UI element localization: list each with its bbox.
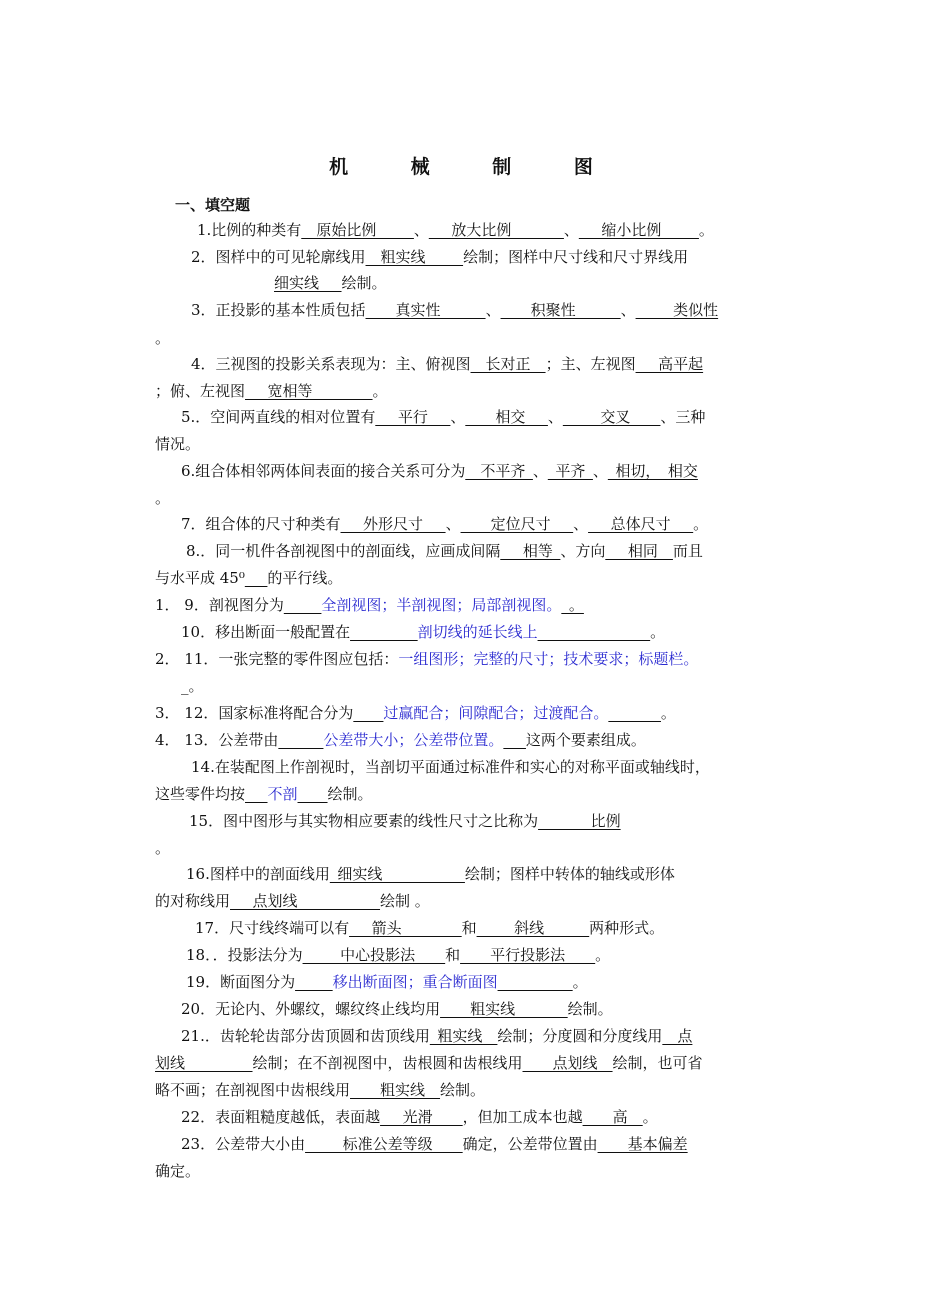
answer-text-blue: 剖切线的延长线上 <box>417 623 538 641</box>
question-line <box>155 703 676 723</box>
question-text: 绘制。 <box>567 1000 613 1018</box>
question-text: 这些零件均按 <box>155 785 246 803</box>
question-line <box>181 622 665 642</box>
question-text: ，但加工成本也越 <box>462 1108 583 1126</box>
answer-blank: ___平行___ <box>375 408 451 426</box>
answer-blank: ___总体尺寸___ <box>588 515 694 533</box>
question-text: 绘制。 <box>440 1081 486 1099</box>
answer-blank: ___ <box>245 785 268 803</box>
answer-blank: ____基本偏差 <box>597 1135 688 1153</box>
question-text: 和 <box>461 919 477 937</box>
answer-blank: ___外形尺寸___ <box>340 515 446 533</box>
answer-blank: ____定位尺寸___ <box>460 515 574 533</box>
question-line <box>186 972 588 992</box>
question-line <box>155 838 170 858</box>
question-line <box>155 595 584 615</box>
question-text: 、 <box>445 515 461 533</box>
answer-blank: ____点划线__ <box>522 1054 613 1072</box>
question-text: 绘制；图样中尺寸线和尺寸界线用 <box>463 248 689 266</box>
answer-blank: _______________ <box>537 623 651 641</box>
question-text: 这两个要素组成。 <box>525 731 646 749</box>
question-text: 。 <box>155 329 171 347</box>
answer-blank: ___放大比例_______ <box>428 221 564 239</box>
question-line <box>155 328 170 348</box>
answer-blank: ____相交___ <box>465 408 548 426</box>
question-line <box>155 1161 200 1181</box>
question-text: 、 <box>485 301 501 319</box>
question-line <box>191 354 703 374</box>
answer-text-blue: 不剖 <box>267 785 298 803</box>
question-text: 。 <box>572 973 588 991</box>
question-text: 、 <box>450 408 466 426</box>
question-line <box>191 757 710 777</box>
question-line <box>181 407 705 427</box>
question-line <box>186 864 675 884</box>
question-text: _。 <box>181 677 204 695</box>
answer-blank: __原始比例_____ <box>301 221 414 239</box>
question-line <box>155 434 200 454</box>
question-line <box>274 273 387 293</box>
question-text: 。 <box>372 382 388 400</box>
question-line <box>181 461 698 481</box>
question-text: 的对称线用 <box>155 892 231 910</box>
question-text: 4． 13．公差带由 <box>155 731 279 749</box>
answer-blank: ___宽相等________ <box>245 382 373 400</box>
answer-blank: _。 <box>561 596 584 614</box>
question-text: 10．移出断面一般配置在 <box>181 623 351 641</box>
question-line <box>155 784 373 804</box>
question-line <box>155 568 342 588</box>
question-text: 略不画；在剖视图中齿根线用 <box>155 1081 351 1099</box>
question-text: 1.比例的种类有 <box>197 221 302 239</box>
answer-blank: ___缩小比例_____ <box>578 221 699 239</box>
question-text: 、 <box>532 462 548 480</box>
answer-blank: _________ <box>350 623 418 641</box>
question-text: 。 <box>698 221 714 239</box>
question-line <box>155 649 698 669</box>
question-text: 2． 11．一张完整的零件图应包括： <box>155 650 399 668</box>
question-text: 7．组合体的尺寸种类有 <box>181 515 341 533</box>
question-text: 、 <box>547 408 563 426</box>
question-text: 绘制，也可省 <box>612 1054 703 1072</box>
answer-blank: _相切，_相交 <box>607 462 698 480</box>
question-line <box>186 541 703 561</box>
answer-blank: ___箭头________ <box>349 919 462 937</box>
question-line <box>181 1026 692 1046</box>
answer-blank: ____粗实线__ <box>350 1081 441 1099</box>
question-text: ；主、左视图 <box>545 355 636 373</box>
answer-blank: __粗实线_____ <box>365 248 464 266</box>
answer-blank: __点 <box>662 1027 693 1045</box>
answer-blank: _____中心投影法____ <box>302 946 446 964</box>
answer-blank: _____ <box>295 973 333 991</box>
question-text: 、方向 <box>560 542 606 560</box>
question-text: 与水平成 45⁰ <box>155 569 245 587</box>
question-text: 。 <box>693 515 709 533</box>
answer-blank: 细实线___ <box>274 274 342 292</box>
question-line <box>191 300 718 320</box>
answer-blank: ___高平起 <box>635 355 704 373</box>
question-text: 、 <box>573 515 589 533</box>
answer-blank: __长对正__ <box>470 355 546 373</box>
answer-blank: _____标准公差等级____ <box>305 1135 463 1153</box>
question-line <box>191 247 688 267</box>
answer-blank: _细实线___________ <box>329 865 465 883</box>
question-text: 23．公差带大小由 <box>181 1135 306 1153</box>
answer-blank: _____ <box>283 596 322 614</box>
answer-blank: ___光滑____ <box>380 1108 463 1126</box>
question-text: 3． 12．国家标准将配合分为 <box>155 704 354 722</box>
answer-blank: ___ <box>244 569 268 587</box>
answer-blank: ______ <box>278 731 324 749</box>
question-line <box>155 1053 703 1073</box>
question-text: 绘制。 <box>327 785 373 803</box>
question-text: 22．表面粗糙度越低，表面越 <box>181 1108 381 1126</box>
question-text: 4．三视图的投影关系表现为：主、俯视图 <box>191 355 471 373</box>
question-text: 。 <box>155 839 171 857</box>
answer-blank: _平齐_ <box>547 462 593 480</box>
answer-blank: ____积聚性______ <box>500 301 621 319</box>
question-text: 和 <box>445 946 461 964</box>
answer-blank: __________ <box>497 973 573 991</box>
question-text: 而且 <box>672 542 703 560</box>
section-heading: 一、填空题 <box>175 196 251 214</box>
question-text: 确定。 <box>155 1162 201 1180</box>
question-text: 5.．空间两直线的相对位置有 <box>181 408 376 426</box>
answer-blank: ___点划线___________ <box>230 892 381 910</box>
question-text: 16.图样中的剖面线用 <box>186 865 330 883</box>
answer-blank: ____平行投影法____ <box>460 946 596 964</box>
question-text: 14.在装配图上作剖视时，当剖切平面通过标准件和实心的对称平面或轴线时， <box>191 758 710 776</box>
question-line <box>155 891 430 911</box>
question-text: 。 <box>642 1108 658 1126</box>
answer-blank: _____斜线______ <box>476 919 590 937</box>
answer-blank: ____高__ <box>582 1108 643 1126</box>
question-text: 3．正投影的基本性质包括 <box>191 301 366 319</box>
answer-blank: _____交叉____ <box>562 408 661 426</box>
answer-text-blue: 过赢配合；间隙配合；过渡配合。 <box>383 704 609 722</box>
answer-blank: ___相等_ <box>500 542 561 560</box>
question-text: 8.．同一机件各剖视图中的剖面线，应画成间隔 <box>186 542 501 560</box>
answer-text-blue: 全剖视图；半剖视图；局部剖视图。 <box>321 596 562 614</box>
question-text: 。 <box>155 489 171 507</box>
answer-blank: _______ <box>608 704 661 722</box>
answer-blank: 划线_________ <box>155 1054 253 1072</box>
question-text: 绘制。 <box>341 274 387 292</box>
question-text: 。 <box>660 704 676 722</box>
question-text: 。 <box>595 946 611 964</box>
question-text: 绘制 。 <box>380 892 430 910</box>
question-line <box>181 514 708 534</box>
answer-blank: __不平齐_ <box>465 462 533 480</box>
question-line <box>181 676 204 696</box>
question-line <box>197 220 714 240</box>
question-text: 、 <box>620 301 636 319</box>
answer-blank: ____粗实线_______ <box>440 1000 568 1018</box>
answer-blank: ___ <box>503 731 526 749</box>
question-text: 、三种 <box>660 408 706 426</box>
question-text: 6.组合体相邻两体间表面的接合关系可分为 <box>181 462 466 480</box>
question-line <box>155 488 170 508</box>
question-text: 绘制；分度圆和分度线用 <box>497 1027 663 1045</box>
question-text: 两种形式。 <box>589 919 665 937</box>
answer-text-blue: 移出断面图；重合断面图 <box>332 973 498 991</box>
question-text: 19．断面图分为 <box>186 973 296 991</box>
answer-blank: ___相同__ <box>605 542 673 560</box>
answer-blank: ____真实性______ <box>365 301 486 319</box>
question-text: 21.．齿轮轮齿部分齿顶圆和齿顶线用 <box>181 1027 430 1045</box>
answer-text-blue: 公差带大小；公差带位置。 <box>323 731 504 749</box>
question-text: 。 <box>650 623 666 641</box>
question-line <box>181 999 613 1019</box>
question-text: 的平行线。 <box>267 569 343 587</box>
answer-blank: _______比例 <box>538 812 621 830</box>
answer-blank: _粗实线__ <box>429 1027 498 1045</box>
question-text: 20．无论内、外螺纹，螺纹终止线均用 <box>181 1000 441 1018</box>
question-line <box>181 1107 658 1127</box>
question-line <box>186 945 610 965</box>
question-text: 、 <box>413 221 429 239</box>
question-line <box>181 1134 688 1154</box>
question-text: 1． 9．剖视图分为 <box>155 596 284 614</box>
question-text: 18．．投影法分为 <box>186 946 303 964</box>
question-line <box>195 918 664 938</box>
answer-text-blue: 一组图形；完整的尺寸；技术要求；标题栏。 <box>398 650 699 668</box>
page-title: 机 械 制 图 <box>329 156 621 178</box>
question-text: 17．尺寸线终端可以有 <box>195 919 350 937</box>
question-line <box>189 811 621 831</box>
question-text: 绘制；在不剖视图中，齿根圆和齿根线用 <box>252 1054 523 1072</box>
answer-blank: ____ <box>297 785 328 803</box>
question-text: 2．图样中的可见轮廓线用 <box>191 248 366 266</box>
question-text: 、 <box>592 462 608 480</box>
question-text: 15．图中图形与其实物相应要素的线性尺寸之比称为 <box>189 812 539 830</box>
answer-blank: ____ <box>353 704 384 722</box>
question-text: 情况。 <box>155 435 201 453</box>
question-line <box>155 1080 485 1100</box>
question-line <box>155 730 646 750</box>
question-text: 、 <box>563 221 579 239</box>
question-text: 确定，公差带位置由 <box>462 1135 598 1153</box>
answer-blank: _____类似性 <box>635 301 719 319</box>
question-text: ；俯、左视图 <box>155 382 246 400</box>
question-line <box>155 381 388 401</box>
question-text: 绘制；图样中转体的轴线或形体 <box>464 865 675 883</box>
